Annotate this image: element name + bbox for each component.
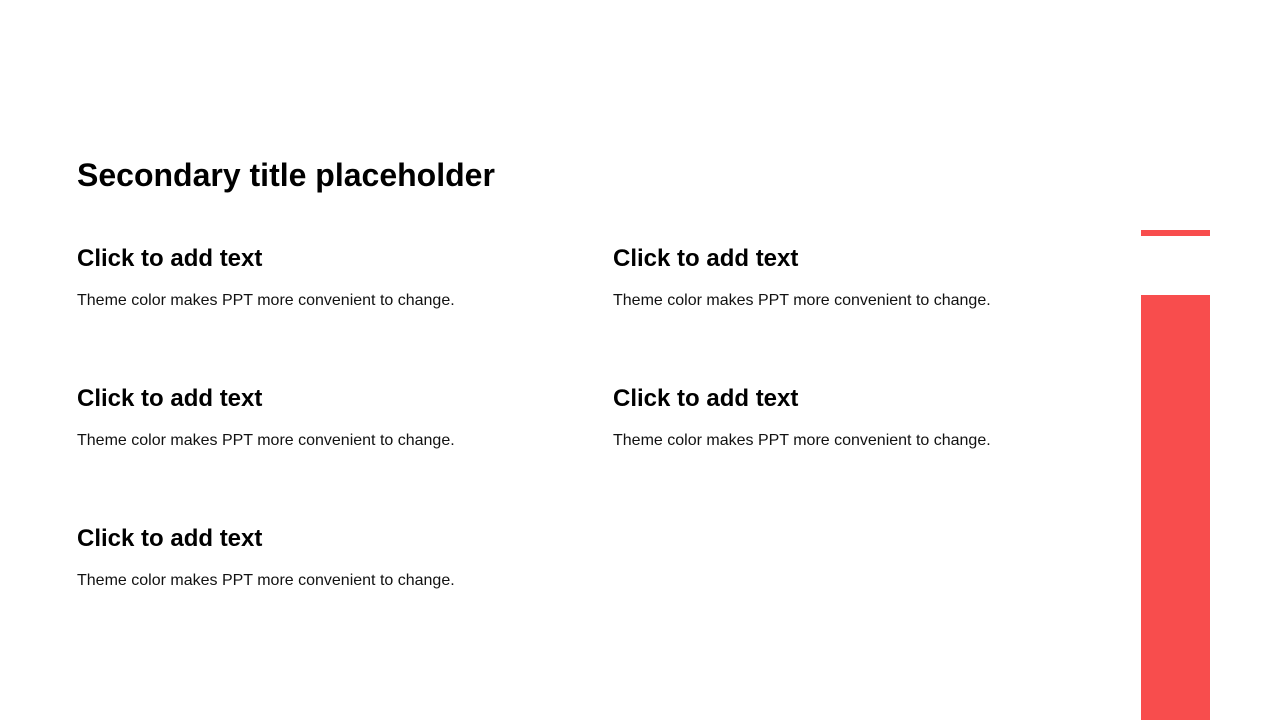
content-placeholder[interactable] bbox=[613, 245, 1083, 310]
section-heading[interactable]: Click to add text bbox=[77, 245, 263, 272]
section-body[interactable]: Theme color makes PPT more convenient to change. bbox=[77, 291, 455, 309]
accent-column-icon bbox=[1141, 295, 1210, 720]
section-body[interactable]: Theme color makes PPT more convenient to change. bbox=[613, 291, 991, 309]
slide-title-placeholder[interactable]: Secondary title placeholder bbox=[77, 157, 495, 194]
section-body[interactable]: Theme color makes PPT more convenient to change. bbox=[613, 431, 991, 449]
section-heading[interactable]: Click to add text bbox=[613, 385, 799, 412]
content-placeholder[interactable] bbox=[613, 385, 1083, 450]
accent-bar-icon bbox=[1141, 230, 1210, 236]
section-body[interactable]: Theme color makes PPT more convenient to change. bbox=[77, 571, 455, 589]
section-heading[interactable]: Click to add text bbox=[77, 385, 263, 412]
section-heading[interactable]: Click to add text bbox=[77, 525, 263, 552]
section-heading[interactable]: Click to add text bbox=[613, 245, 799, 272]
content-placeholder[interactable] bbox=[77, 525, 547, 590]
section-body[interactable]: Theme color makes PPT more convenient to change. bbox=[77, 431, 455, 449]
content-placeholder[interactable] bbox=[77, 245, 547, 310]
content-placeholder[interactable] bbox=[77, 385, 547, 450]
